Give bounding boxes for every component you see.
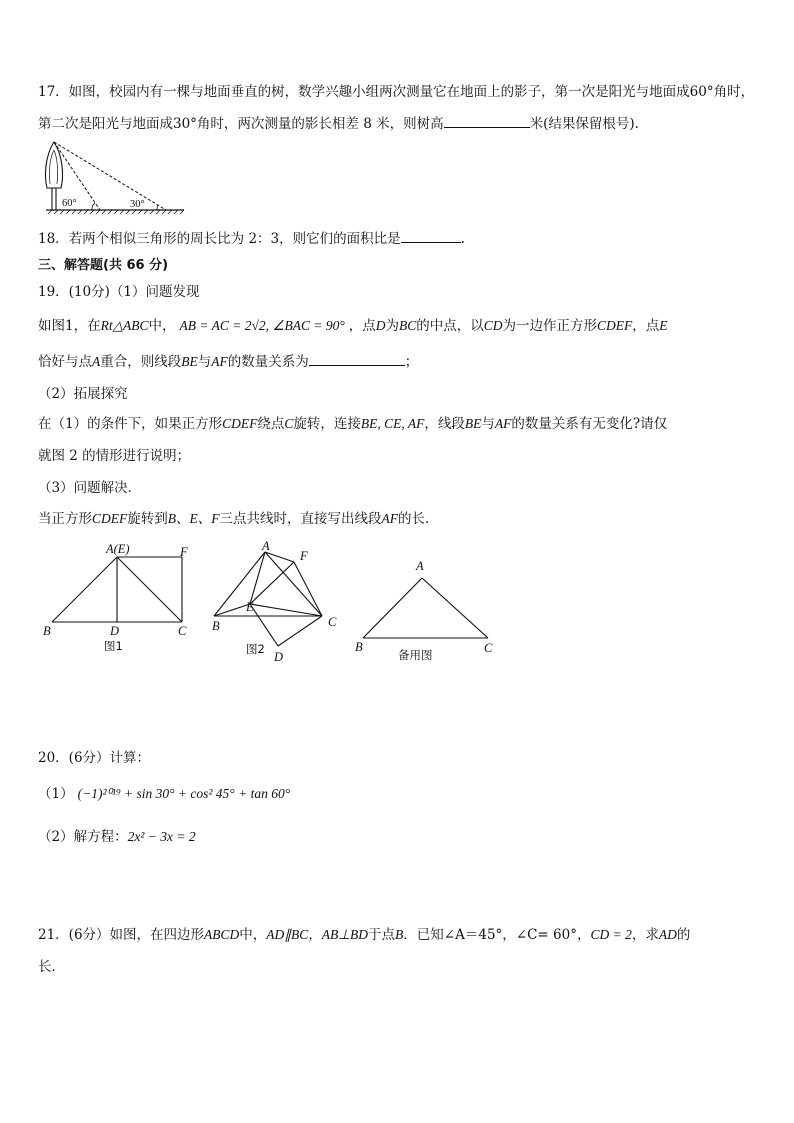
- q19-math: Rt△ABC: [100, 318, 149, 333]
- figure-1: [40, 540, 200, 660]
- q18-period: .: [460, 231, 465, 247]
- q19-sub2: （2）拓展探究: [38, 386, 128, 402]
- q20-header: 20．(6分）计算：: [38, 750, 151, 766]
- q19-text: ，点: [348, 318, 376, 334]
- q19-math: BE: [181, 354, 198, 369]
- q19-text: 与: [481, 416, 495, 432]
- q19-math: AF: [211, 354, 228, 369]
- q21-math: AD∥BC，AB⊥BD: [266, 927, 369, 942]
- q21-line2: 长．: [38, 959, 65, 975]
- fig2-label-D: D: [274, 650, 284, 664]
- q19-header: 19．(10分)（1）问题发现: [38, 284, 200, 300]
- q19-answer-blank[interactable]: [309, 351, 405, 366]
- fig2-label-E: E: [246, 600, 254, 614]
- angle-30-label: 30°: [130, 199, 145, 210]
- q19-text: 的长．: [398, 511, 439, 527]
- q19-math: CD: [483, 318, 503, 333]
- q19-math: AB = AC = 2√2, ∠BAC = 90°: [179, 318, 345, 333]
- q19-math: BC: [398, 318, 417, 333]
- q19-p4: 就图 2 的情形进行说明；: [38, 448, 191, 464]
- q17-text-b: 米(结果保留根号).: [529, 116, 639, 132]
- q19-math: BE: [464, 416, 482, 431]
- q17-text-a: 第二次是阳光与地面成30°角时，两次测量的影长相差 8 米，则树高: [38, 116, 444, 132]
- q19-math: CDEF: [597, 318, 633, 333]
- q19-text: ，点: [632, 318, 660, 334]
- fig2-label-B: B: [212, 619, 220, 633]
- q21-text: 于点: [368, 927, 396, 943]
- q19-p2: [38, 351, 418, 372]
- q18-answer-blank[interactable]: [401, 228, 461, 243]
- q19-text: ；: [404, 354, 419, 370]
- fig1-label-F: F: [180, 545, 188, 559]
- q19-p3: [38, 414, 667, 434]
- q19-math: E: [659, 318, 668, 333]
- q19-math: CDEF: [222, 416, 258, 431]
- q19-text: 恰好与点: [38, 354, 92, 370]
- fig2-label-F: F: [300, 549, 308, 563]
- fig3-label-B: B: [355, 640, 363, 654]
- q19-text: 三点共线时，直接写出线段: [219, 511, 382, 527]
- q17-line1: [38, 82, 754, 102]
- q20-part1: [38, 784, 290, 804]
- fig1-label-A: A(E): [106, 542, 130, 556]
- q19-math: BE, CE, AF: [360, 416, 425, 431]
- q19-math: B、E、F: [167, 511, 220, 526]
- figure-2: [208, 538, 348, 668]
- fig1-label-B: B: [43, 624, 51, 638]
- fig3-label-A: A: [416, 559, 424, 573]
- q20-part2: [38, 827, 196, 847]
- q21-math: B: [395, 927, 404, 942]
- q19-text: 为: [385, 318, 399, 334]
- q17-tree-figure: [38, 138, 188, 218]
- q17-line2: [38, 113, 639, 134]
- q21-text: ，求: [631, 927, 659, 943]
- angle-60-label: 60°: [62, 198, 77, 209]
- fig1-label-D: D: [110, 624, 120, 638]
- q19-text: 中，: [148, 318, 176, 334]
- q19-math: D: [375, 318, 386, 333]
- q19-text: ，线段: [424, 416, 465, 432]
- q21-text: ．已知∠A＝45°，∠C= 60°，: [403, 927, 591, 943]
- tree-icon: [45, 142, 62, 188]
- fig1-label-C: C: [178, 624, 187, 638]
- q21-line1: [38, 925, 690, 945]
- q19-math: C: [284, 416, 294, 431]
- fig2-label-C: C: [328, 615, 337, 629]
- q21-math: AD: [658, 927, 677, 942]
- q21-math: ABCD: [204, 927, 240, 942]
- q19-text: 当正方形: [38, 511, 92, 527]
- q19-p5: [38, 509, 439, 529]
- fig3-caption: 备用图: [398, 648, 433, 662]
- q19-text: 的中点，以: [416, 318, 484, 334]
- ground-hatch: [48, 210, 184, 214]
- q19-math: CDEF: [92, 511, 128, 526]
- q20-part1-label: （1）: [38, 786, 74, 802]
- q21-text: 的: [676, 927, 691, 943]
- q20-part2-label: （2）解方程：: [38, 829, 128, 845]
- q19-text: 为一边作正方形: [502, 318, 598, 334]
- q19-text: 在（1）的条件下，如果正方形: [38, 416, 223, 432]
- q19-text: 旋转，连接: [293, 416, 361, 432]
- q19-text: 的数量关系为: [227, 354, 309, 370]
- q17-answer-blank[interactable]: [444, 113, 530, 128]
- q19-text: 绕点: [257, 416, 285, 432]
- fig1-caption: 图1: [104, 639, 123, 653]
- q19-text: 的数量关系有无变化?请仅: [511, 416, 668, 432]
- q20-part2-expr: 2x² − 3x = 2: [127, 829, 196, 844]
- q19-text: 与: [197, 354, 212, 370]
- q19-sub3: （3）问题解决．: [38, 480, 142, 496]
- q19-math: A: [92, 354, 101, 369]
- section-title: 三、解答题(共 66 分): [38, 258, 169, 273]
- q19-text: 旋转到: [127, 511, 168, 527]
- figure-backup: [352, 556, 502, 666]
- q19-math: AF: [381, 511, 398, 526]
- q20-part1-expr: (−1)²⁰¹⁹ + sin 30° + cos² 45° + tan 60°: [77, 786, 291, 801]
- q21-math: CD = 2: [590, 927, 632, 942]
- fig3-label-C: C: [484, 641, 493, 655]
- q21-text: 中，: [239, 927, 267, 943]
- q19-text: 如图1，在: [38, 318, 101, 334]
- q18-text: 18．若两个相似三角形的周长比为 2：3，则它们的面积比是: [38, 231, 401, 247]
- fig2-caption: 图2: [246, 642, 265, 656]
- q19-p1: [38, 316, 668, 336]
- q21-text: 21．(6分）如图，在四边形: [38, 927, 205, 943]
- q19-text: 重合，则线段: [100, 354, 182, 370]
- q18-line: [38, 228, 465, 249]
- q17-text: 17．如图，校园内有一棵与地面垂直的树，数学兴趣小组两次测量它在地面上的影子，第一次是阳光与地面成60°角时，: [38, 84, 755, 100]
- fig2-label-A: A: [262, 539, 270, 553]
- q19-math: AF: [494, 416, 512, 431]
